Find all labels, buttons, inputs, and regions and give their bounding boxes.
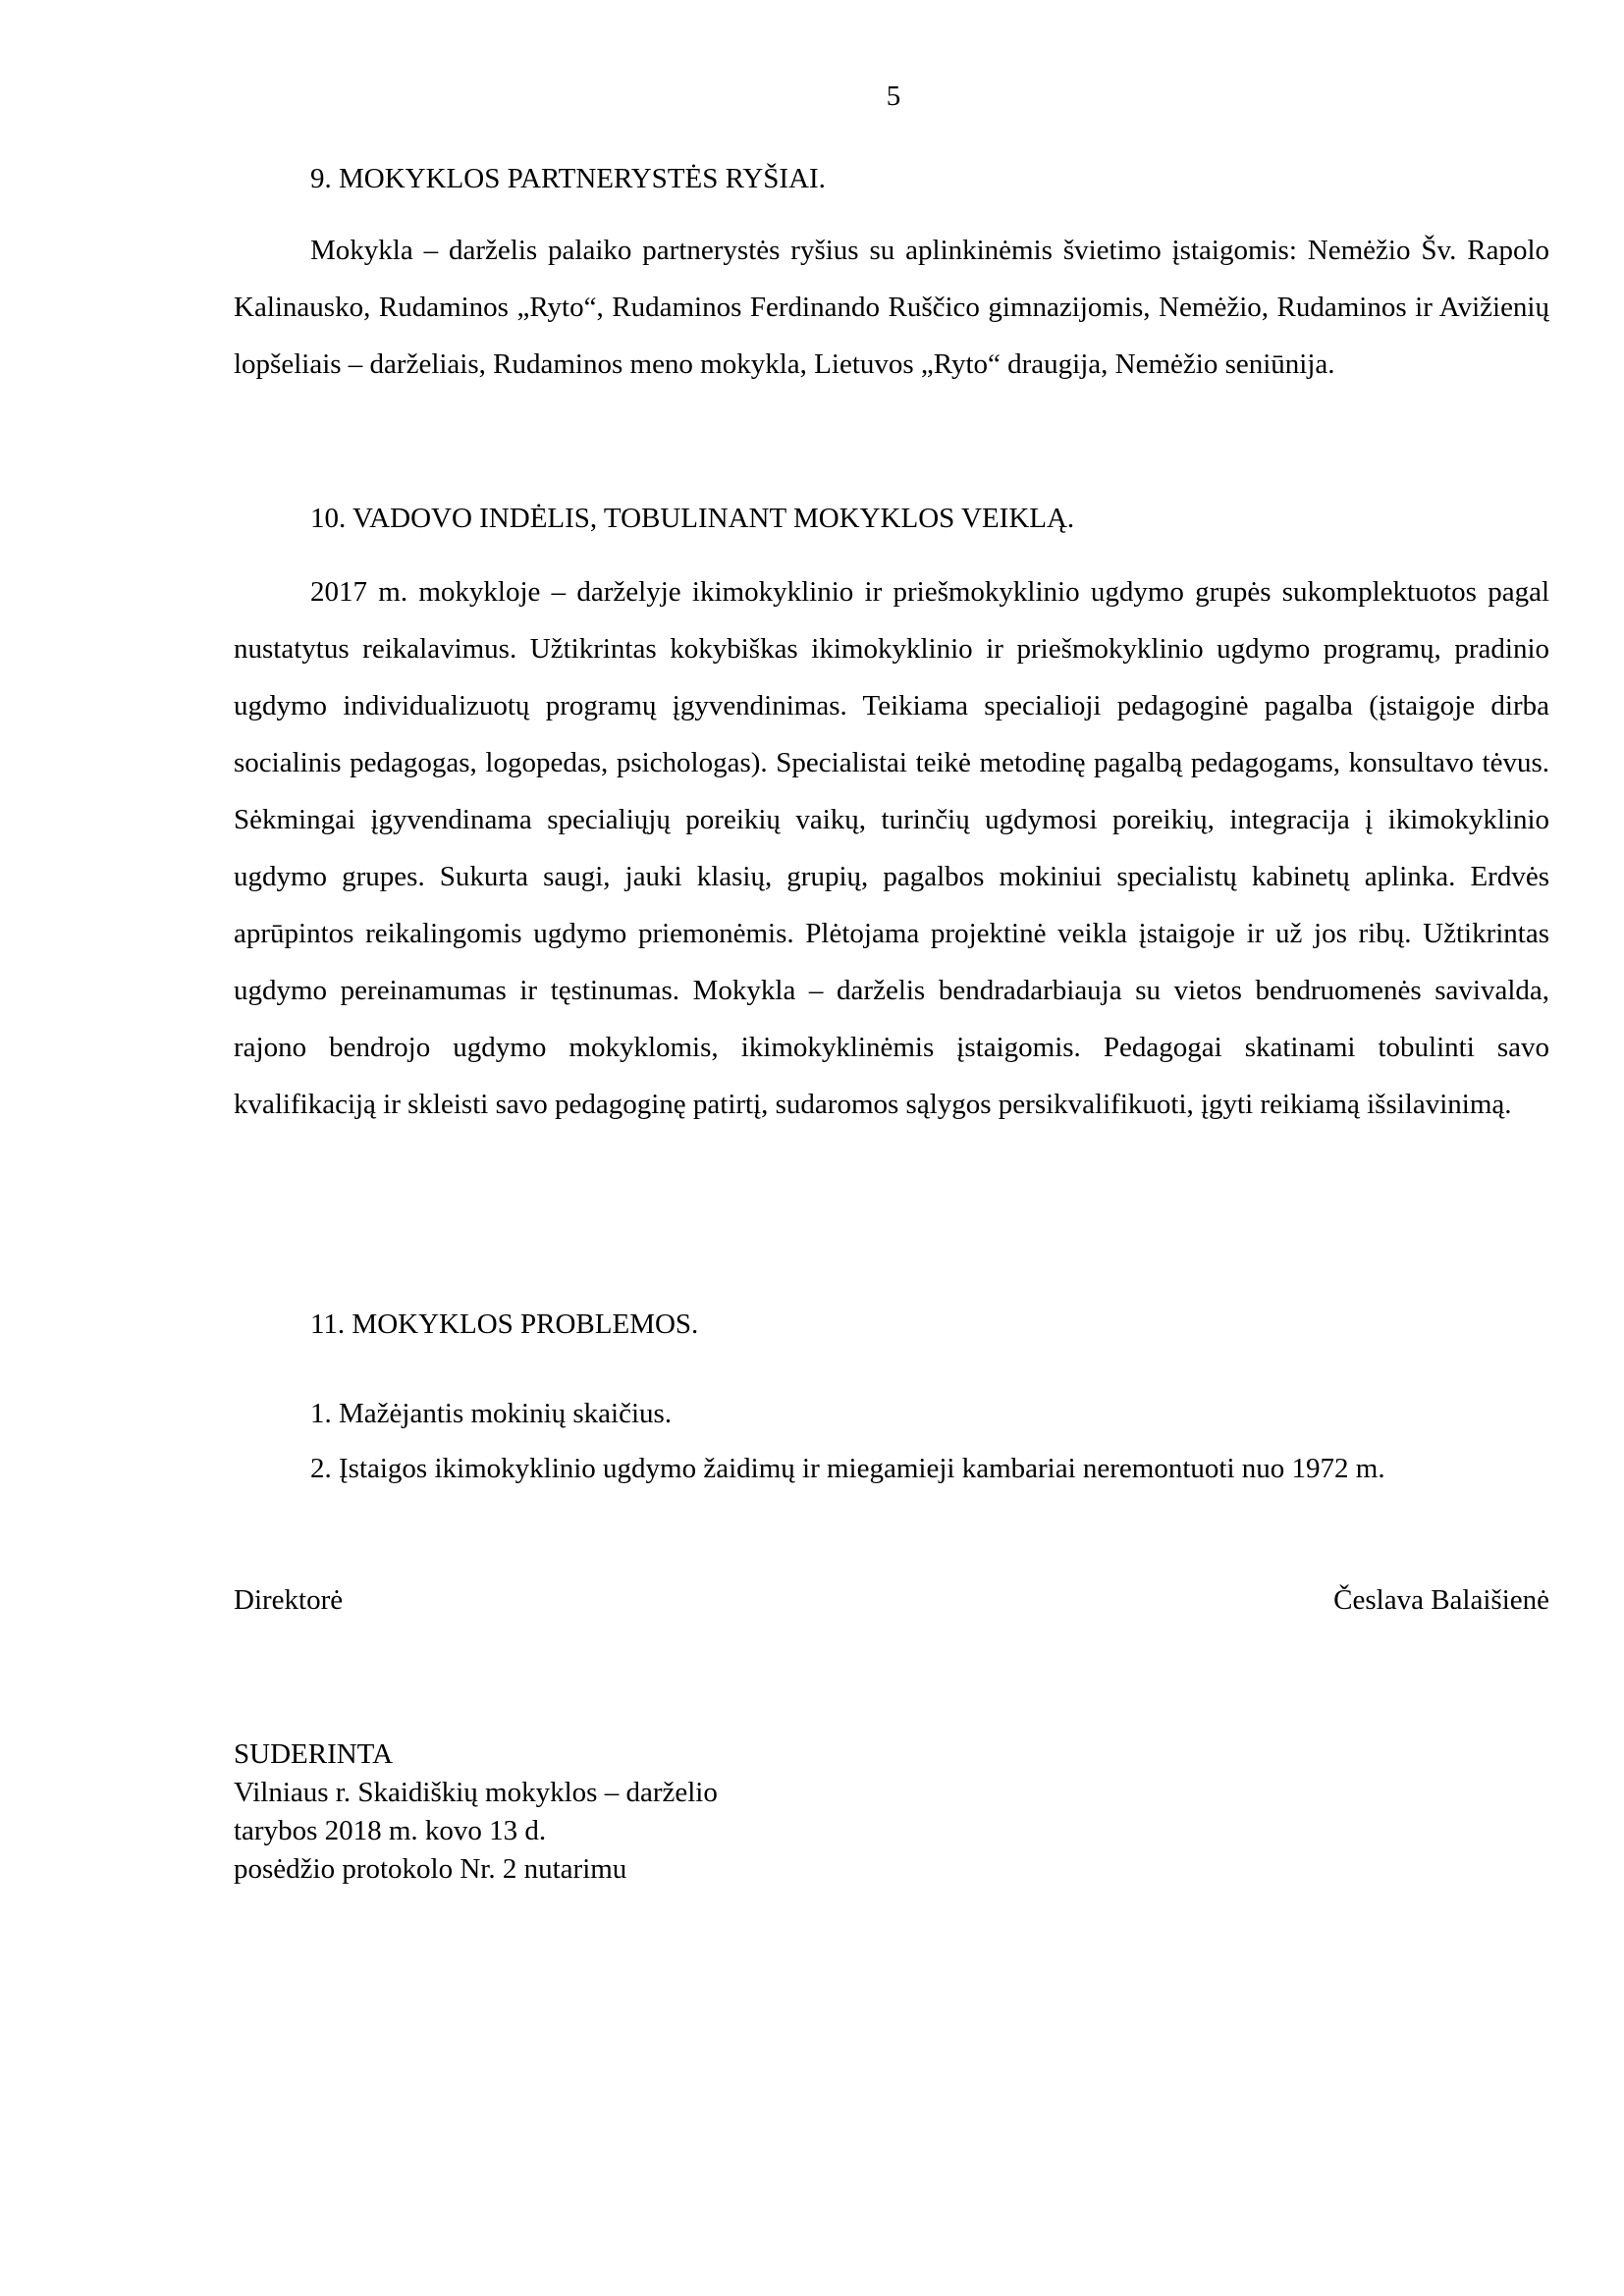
- approval-line-3: tarybos 2018 m. kovo 13 d.: [234, 1815, 547, 1846]
- signature-title: Direktorė: [234, 1584, 344, 1616]
- signature-name: Česlava Balaišienė: [1333, 1584, 1549, 1616]
- section-10-heading: 10. VADOVO INDĖLIS, TOBULINANT MOKYKLOS VEIKLĄ.: [310, 503, 1075, 534]
- approval-line-4: posėdžio protokolo Nr. 2 nutarimu: [234, 1853, 627, 1885]
- approval-line-2: Vilniaus r. Skaidiškių mokyklos – darželio: [234, 1777, 718, 1808]
- section-9-heading: 9. MOKYKLOS PARTNERYSTĖS RYŠIAI.: [310, 163, 826, 194]
- section-9-paragraph: Mokykla – darželis palaiko partnerystės ryšius su aplinkinėmis švietimo įstaigomis: Nemėžio Šv. Rapolo Kalinausko, Rudaminos „Ryto“, Rudaminos Ferdinando Ruščico gimnazijomis, Nemėžio, Rudaminos ir Avižienių lopšeliais – darželiais, Rudaminos meno mokykla, Lietuvos „Ryto“ draugija, Nemėžio seniūnija.: [234, 235, 1549, 380]
- problem-item-2: 2. Įstaigos ikimokyklinio ugdymo žaidimų ir miegamieji kambariai neremontuoti nuo 1972 m.: [310, 1453, 1385, 1484]
- section-10-paragraph: 2017 m. mokykloje – darželyje ikimokyklinio ir priešmokyklinio ugdymo grupės sukomplektuotos pagal nustatytus reikalavimus. Užtikrintas kokybiškas ikimokyklinio ir priešmokyklinio ugdymo programų, pradinio ugdymo individualizuotų programų įgyvendinimas. Teikiama specialioji pedagoginė pagalba (įstaigoje dirba socialinis pedagogas, logopedas, psichologas). Specialistai teikė metodinę pagalbą pedagogams, konsultavo tėvus. Sėkmingai įgyvendinama specialiųjų poreikių vaikų, turinčių ugdymosi poreikių, integracija į ikimokyklinio ugdymo grupes. Sukurta saugi, jauki klasių, grupių, pagalbos mokiniui specialistų kabinetų aplinka. Erdvės aprūpintos reikalingomis ugdymo priemonėmis. Plėtojama projektinė veikla įstaigoje ir už jos ribų. Užtikrintas ugdymo pereinamumas ir tęstinumas. Mokykla – darželis bendradarbiauja su vietos bendruomenės savivalda, rajono bendrojo ugdymo mokyklomis, ikimokyklinėmis įstaigomis. Pedagogai skatinami tobulinti savo kvalifikaciją ir skleisti savo pedagoginę patirtį, sudaromos sąlygos persikvalifikuoti, įgyti reikiamą išsilavinimą.: [234, 576, 1549, 1120]
- approval-line-1: SUDERINTA: [234, 1738, 394, 1770]
- section-11-heading: 11. MOKYKLOS PROBLEMOS.: [310, 1308, 699, 1340]
- approval-block: [234, 1735, 718, 1889]
- page-number: 5: [886, 80, 901, 112]
- problem-item-1: 1. Mažėjantis mokinių skaičius.: [310, 1398, 673, 1429]
